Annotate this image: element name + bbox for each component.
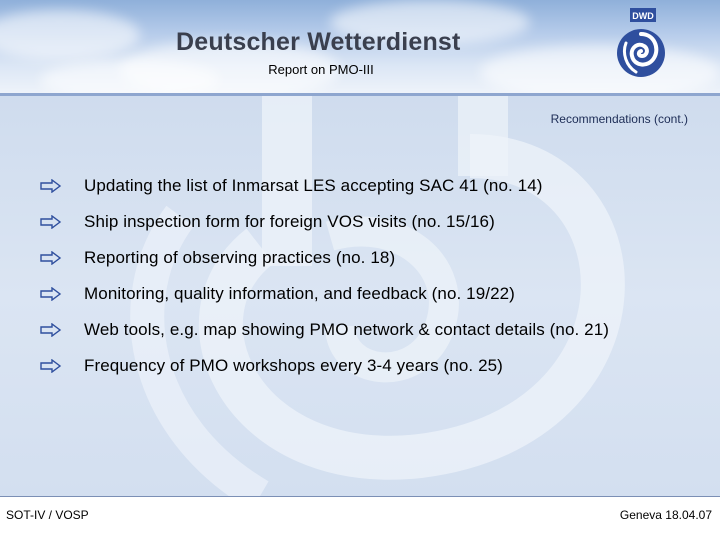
list-item-text: Ship inspection form for foreign VOS visits (no. 15/16) (84, 212, 495, 231)
list-item-text: Frequency of PMO workshops every 3-4 years (no. 25) (84, 356, 503, 375)
section-heading: Recommendations (cont.) (550, 112, 688, 126)
list-item-text: Web tools, e.g. map showing PMO network & contact details (no. 21) (84, 320, 610, 339)
list-item (40, 240, 700, 276)
recommendation-list (40, 168, 700, 384)
list-item-text: Reporting of observing practices (no. 18) (84, 248, 396, 267)
arrow-right-icon (40, 179, 84, 193)
header-banner (0, 0, 720, 93)
footer-date-label: Geneva 18.04.07 (619, 508, 712, 522)
arrow-right-icon (40, 287, 84, 301)
report-subtitle: Report on PMO-III (268, 62, 374, 77)
list-item (40, 204, 700, 240)
list-item (40, 312, 700, 348)
footer (0, 497, 720, 540)
arrow-right-icon (40, 359, 84, 373)
logo-text: DWD (632, 11, 654, 21)
arrow-right-icon (40, 323, 84, 337)
list-item (40, 348, 700, 384)
arrow-right-icon (40, 251, 84, 265)
list-item (40, 168, 700, 204)
footer-event-label: SOT-IV / VOSP (6, 508, 89, 522)
list-item (40, 276, 700, 312)
dwd-logo (614, 8, 666, 80)
organization-title: Deutscher Wetterdienst (176, 28, 461, 56)
arrow-right-icon (40, 215, 84, 229)
list-item-text: Updating the list of Inmarsat LES accepting SAC 41 (no. 14) (84, 176, 543, 195)
list-item-text: Monitoring, quality information, and feedback (no. 19/22) (84, 284, 515, 303)
